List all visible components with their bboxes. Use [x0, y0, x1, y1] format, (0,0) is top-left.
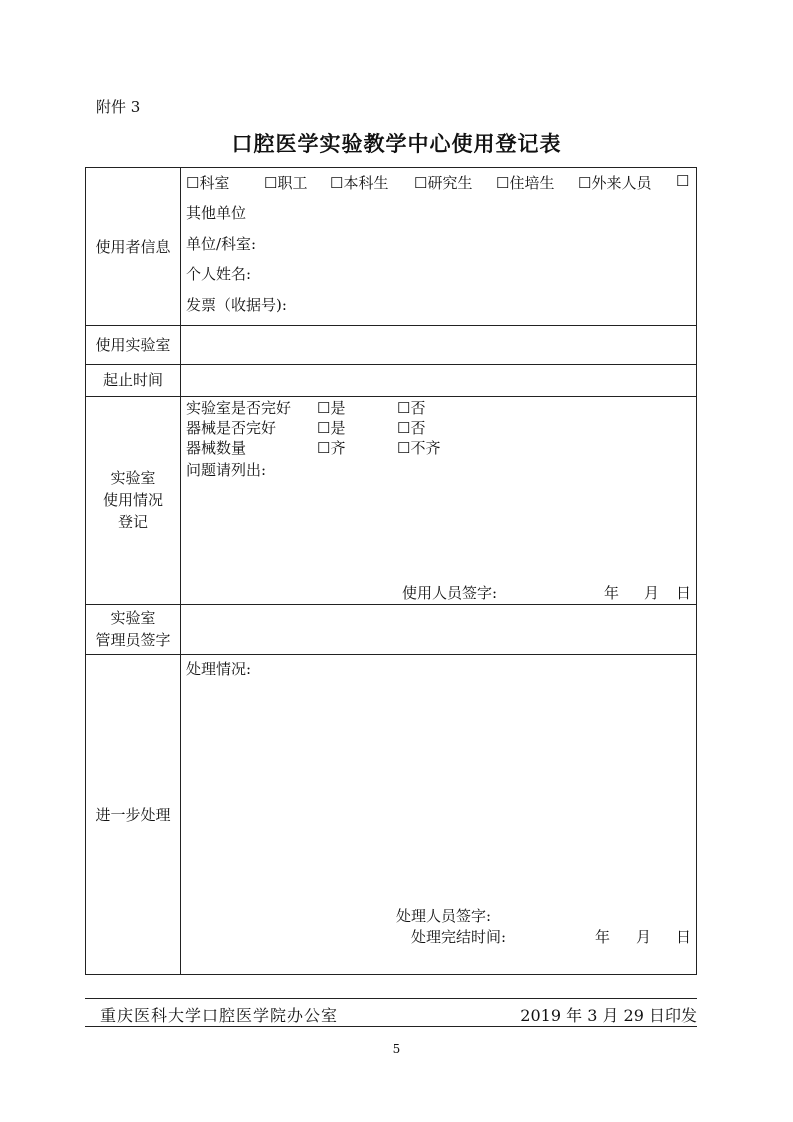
finish-time-label: 处理完结时间:: [411, 928, 507, 946]
invoice-field[interactable]: 发票（收据号):: [186, 296, 287, 314]
check-instr-question: 器械是否完好: [186, 419, 277, 437]
option-resident[interactable]: ☐住培生: [496, 174, 555, 192]
admin-label: [86, 604, 180, 654]
usage-label-line: 登记: [117, 513, 148, 531]
footer-office: 重庆医科大学口腔医学院办公室: [100, 1006, 339, 1025]
check-lab-yes[interactable]: ☐是: [317, 399, 346, 417]
situation-label: 处理情况:: [186, 660, 252, 678]
month-label: 月: [636, 928, 652, 946]
time-label: 起止时间: [102, 371, 163, 389]
day-label: 日: [676, 928, 692, 946]
check-lab-question: 实验室是否完好: [186, 399, 292, 417]
user-signature-label: 使用人员签字:: [402, 584, 498, 602]
form-title: 口腔医学实验教学中心使用登记表: [231, 132, 562, 156]
month-label: 月: [644, 584, 660, 602]
user-info-label: 使用者信息: [95, 237, 171, 256]
followup-label: 进一步处理: [95, 806, 171, 824]
unit-dept-field[interactable]: 单位/科室:: [186, 235, 257, 253]
check-lab-no[interactable]: ☐否: [397, 399, 426, 417]
usage-label: [86, 396, 180, 604]
registration-form-table: [85, 167, 697, 975]
problems-label: 问题请列出:: [186, 461, 267, 479]
year-label: 年: [604, 584, 620, 602]
handler-signature-label: 处理人员签字:: [396, 907, 492, 925]
footer-rule-top: [85, 998, 697, 999]
option-dept[interactable]: ☐科室: [186, 174, 230, 192]
footer-issued-date: 2019 年 3 月 29 日印发: [520, 1006, 697, 1025]
check-qty-complete[interactable]: ☐齐: [317, 439, 346, 457]
option-external[interactable]: ☐外来人员: [578, 174, 652, 192]
year-label: 年: [595, 928, 611, 946]
admin-label-line: 实验室: [110, 609, 156, 627]
check-qty-question: 器械数量: [186, 439, 247, 457]
lab-used-label: 使用实验室: [95, 335, 171, 354]
name-field[interactable]: 个人姓名:: [186, 265, 252, 283]
check-instr-yes[interactable]: ☐是: [317, 419, 346, 437]
usage-label-line: 实验室: [110, 469, 156, 487]
page-number: 5: [392, 1042, 401, 1056]
option-postgrad[interactable]: ☐研究生: [414, 174, 473, 192]
column-divider: [180, 168, 181, 974]
day-label: 日: [676, 584, 692, 602]
option-undergrad[interactable]: ☐本科生: [330, 174, 389, 192]
usage-label-line: 使用情况: [102, 491, 163, 509]
option-other[interactable]: ☐: [676, 172, 690, 190]
check-qty-incomplete[interactable]: ☐不齐: [397, 439, 441, 457]
footer-rule-bottom: [85, 1026, 697, 1027]
admin-label-line: 管理员签字: [95, 631, 171, 649]
option-staff[interactable]: ☐职工: [264, 174, 308, 192]
check-instr-no[interactable]: ☐否: [397, 419, 426, 437]
other-unit-label: 其他单位: [186, 204, 247, 222]
attachment-label: 附件 3: [96, 98, 141, 116]
